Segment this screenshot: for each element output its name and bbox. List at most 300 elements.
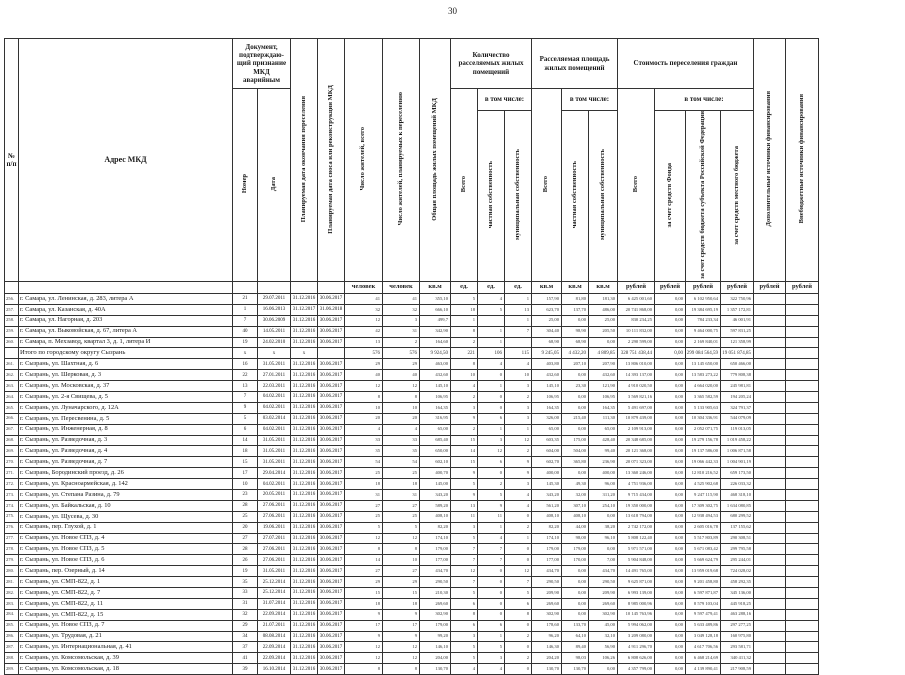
cell-loc: 680 299,52 (721, 511, 754, 522)
cell-reg: 4 617 706,56 (686, 642, 721, 653)
cell-cost: 3 569 821,16 (618, 391, 655, 402)
cell-addr: г. Сызрань, ул. СМП-822, д. 15 (19, 609, 233, 620)
cell-c1: 8 (451, 326, 478, 337)
table-row (5, 304, 819, 315)
cell-demo: 30.06.2017 (318, 293, 345, 304)
cell-loc: 724 028,02 (721, 566, 754, 577)
cell-demo: 30.06.2017 (318, 435, 345, 446)
table-row (5, 413, 819, 424)
header-cost-incl: в том числе: (655, 89, 754, 111)
cell-r2: 8 (383, 391, 420, 402)
units-cell (5, 281, 19, 293)
cell-fund: 0,00 (655, 511, 686, 522)
cell-a2: 89,40 (562, 642, 589, 653)
cell-a3: 164,35 (589, 402, 618, 413)
cell-fund: 0,00 (655, 642, 686, 653)
table-row (5, 566, 819, 577)
cell-r2: 31 (383, 490, 420, 501)
cell-a1: 145,10 (532, 381, 562, 392)
cell-c3: 13 (505, 304, 532, 315)
cell-a3: 96,00 (589, 479, 618, 490)
cell-demo: 30.06.2017 (318, 424, 345, 435)
cell-a1: 82,20 (532, 522, 562, 533)
cell-area: 316,95 (420, 413, 451, 424)
cell-c2: 0 (478, 468, 505, 479)
cell-r2: 9 (383, 609, 420, 620)
cell-c1: 5 (451, 479, 478, 490)
cell-reg: 2 169 840,01 (686, 337, 721, 348)
cell-cost: 2 742 172,00 (618, 522, 655, 533)
cell-r1: 25 (345, 468, 383, 479)
total-city-section (5, 348, 819, 359)
cell-a2: 98,90 (562, 326, 589, 337)
cell-area: 589,20 (420, 500, 451, 511)
cell-n: 262. (5, 370, 19, 381)
cell-r2: 35 (383, 446, 420, 457)
cell-cost: 6 993 139,00 (618, 588, 655, 599)
cell-date: 29.07.2011 (258, 293, 291, 304)
cell-reg: 17 309 302,75 (686, 500, 721, 511)
cell-c3: 3 (505, 413, 532, 424)
cell-end: 31.12.2016 (291, 457, 318, 468)
cell-c3: 10 (505, 370, 532, 381)
cell-a1: 179,00 (532, 544, 562, 555)
cell-r2: 12 (383, 653, 420, 664)
cell-loc: 245 981,81 (721, 381, 754, 392)
cell-empty (754, 490, 786, 501)
unit-cost-fund: рублей (655, 281, 686, 293)
cell-c2: 0 (478, 598, 505, 609)
cell-r1: 17 (345, 620, 383, 631)
cell-fund: 0,00 (655, 435, 686, 446)
header-area-incl: в том числе: (562, 89, 618, 111)
cell-doc: 19 (233, 566, 258, 577)
cell-c2: 3 (478, 653, 505, 664)
cell-doc: 7 (233, 315, 258, 326)
cell-demo: 30.06.2017 (318, 446, 345, 457)
unit-area-private: кв.м (562, 281, 589, 293)
cell-a3: 38,20 (589, 522, 618, 533)
cell-empty (754, 620, 786, 631)
cell-demo: 31.06.2018 (318, 304, 345, 315)
cell-c2 (478, 315, 505, 326)
cell-empty (754, 337, 786, 348)
cell-c1: 3 (451, 522, 478, 533)
header-planned-demolish: Планируемая дата сноса или реконструкции МКД (318, 39, 345, 282)
cell-c3: 3 (505, 402, 532, 413)
cell-r2: 25 (383, 511, 420, 522)
cell-addr: г. Сызрань, ул. Новое СПЗ, д. 4 (19, 533, 233, 544)
header-cost-fund: за счет средств Фонда (655, 111, 686, 282)
cell-date: 19.06.2011 (258, 522, 291, 533)
cell-doc: 14 (233, 435, 258, 446)
cell-r1: 12 (345, 653, 383, 664)
cell-empty (786, 479, 819, 490)
cell-empty (754, 413, 786, 424)
cell-a3: 302,90 (589, 609, 618, 620)
cell-r2: 12 (383, 642, 420, 653)
cell-date: 30.06.2009 (258, 315, 291, 326)
cell-end: 31.12.2016 (291, 424, 318, 435)
cell-a3: 0,00 (589, 664, 618, 675)
cell-fund: 0,00 (655, 391, 686, 402)
cell-addr: г. Сызрань, ул. СМП-822, д. 1 (19, 577, 233, 588)
cell-empty (754, 653, 786, 664)
cell-fund: 0,00 (655, 664, 686, 675)
cell-loc: 597 831,25 (721, 326, 754, 337)
cell-demo: 30.06.2017 (318, 631, 345, 642)
cell-c3: 3 (505, 381, 532, 392)
cell-empty (786, 337, 819, 348)
table-row (5, 381, 819, 392)
total-cell: x (291, 348, 318, 359)
cell-addr: г. Самара, п. Мехзавод, квартал 3, д. 1, литера И (19, 337, 233, 348)
cell-reg: 12 938 494,53 (686, 511, 721, 522)
cell-reg: 3 365 582,59 (686, 391, 721, 402)
cell-area: 602,10 (420, 457, 451, 468)
cell-c1: 6 (451, 620, 478, 631)
cell-reg: 9 201 458,80 (686, 577, 721, 588)
cell-r2: 12 (383, 533, 420, 544)
resettlement-table (4, 38, 819, 675)
cell-c1: 18 (451, 304, 478, 315)
cell-empty (786, 413, 819, 424)
header-count-incl: в том числе: (478, 89, 532, 111)
cell-r2: 2 (383, 337, 420, 348)
cell-c2: 5 (478, 642, 505, 653)
cell-c1: 10 (451, 370, 478, 381)
cell-loc: 295 244,01 (721, 555, 754, 566)
cell-empty (754, 500, 786, 511)
cell-demo: 30.06.2017 (318, 413, 345, 424)
table-row (5, 326, 819, 337)
cell-empty (786, 522, 819, 533)
header-address: Адрес МКД (19, 39, 233, 282)
cell-area: 145,00 (420, 479, 451, 490)
cell-demo: 30.06.2017 (318, 402, 345, 413)
cell-empty (786, 359, 819, 370)
cell-reg: 5 671 083,42 (686, 544, 721, 555)
cell-reg: 19 279 156,78 (686, 435, 721, 446)
cell-a2: 504,00 (562, 446, 589, 457)
cell-a2: 175,00 (562, 435, 589, 446)
cell-area: 146,10 (420, 642, 451, 653)
cell-c1: 4 (451, 381, 478, 392)
cell-end: 31.12.2016 (291, 359, 318, 370)
cell-empty (754, 424, 786, 435)
cell-n: 285. (5, 620, 19, 631)
cell-reg: 19 384 695,19 (686, 304, 721, 315)
units-cell (291, 281, 318, 293)
cell-end: 31.12.2016 (291, 642, 318, 653)
cell-r2: 31 (383, 326, 420, 337)
cell-r2: 18 (383, 479, 420, 490)
cell-addr: г. Сызрань, ул. Пересвенина, д. 5 (19, 413, 233, 424)
cell-end: 31.12.2016 (291, 293, 318, 304)
cell-area: 164,35 (420, 402, 451, 413)
rows-samara (5, 293, 819, 347)
cell-r2: 15 (383, 588, 420, 599)
cell-end: 31.12.2016 (291, 381, 318, 392)
cell-a2: 32,00 (562, 490, 589, 501)
cell-a2: 0,00 (562, 566, 589, 577)
cell-empty (786, 381, 819, 392)
cell-end: 31.12.2016 (291, 522, 318, 533)
cell-a3: 111,30 (589, 413, 618, 424)
cell-a1: 177,00 (532, 555, 562, 566)
cell-fund: 0,00 (655, 479, 686, 490)
cell-empty (754, 511, 786, 522)
cell-fund: 0,00 (655, 424, 686, 435)
cell-area: 434,70 (420, 566, 451, 577)
cell-a3: 311,20 (589, 490, 618, 501)
table-row (5, 359, 819, 370)
cell-addr: г. Сызрань, ул. Новое СПЗ, д. 6 (19, 555, 233, 566)
cell-reg: 13 583 273,22 (686, 370, 721, 381)
cell-empty (786, 391, 819, 402)
total-cell (318, 348, 345, 359)
cell-area: 408,10 (420, 511, 451, 522)
cell-loc: 324 791,37 (721, 402, 754, 413)
cell-reg: 5 517 803,89 (686, 533, 721, 544)
cell-n: 272. (5, 479, 19, 490)
cell-a3: 290,50 (589, 577, 618, 588)
cell-reg: 6 468 214,69 (686, 653, 721, 664)
table-row (5, 631, 819, 642)
cell-empty (754, 326, 786, 337)
cell-cost: 3 209 080,00 (618, 631, 655, 642)
cell-a3: 207,90 (589, 359, 618, 370)
cell-a1: 164,35 (532, 402, 562, 413)
cell-n: 260. (5, 337, 19, 348)
cell-r1: 8 (345, 664, 383, 675)
header-doc-number: Номер (233, 89, 258, 282)
total-cell (786, 348, 819, 359)
cell-empty (754, 609, 786, 620)
header-area-group: Расселяемая площадь жилых помещений (532, 39, 618, 89)
cell-a2: 215,40 (562, 413, 589, 424)
cell-cost: 9 715 434,00 (618, 490, 655, 501)
cell-reg: 8 579 103,04 (686, 598, 721, 609)
cell-r1: 40 (345, 370, 383, 381)
cell-a2: 408,10 (562, 511, 589, 522)
cell-reg: 10 304 336,91 (686, 413, 721, 424)
cell-doc: 23 (233, 490, 258, 501)
cell-n: 287. (5, 642, 19, 653)
cell-a1: 343,20 (532, 490, 562, 501)
cell-doc: 13 (233, 381, 258, 392)
cell-fund: 0,00 (655, 631, 686, 642)
cell-date: 04.02.2011 (258, 424, 291, 435)
cell-r2: 5 (383, 522, 420, 533)
cell-a3: 254,10 (589, 500, 618, 511)
cell-date: 08.08.2014 (258, 631, 291, 642)
cell-a2: 0,00 (562, 370, 589, 381)
cell-a3: 99,40 (589, 446, 618, 457)
cell-r2: 54 (383, 457, 420, 468)
cell-c3: 2 (505, 522, 532, 533)
unit-extra: рублей (754, 281, 786, 293)
cell-n: 271. (5, 468, 19, 479)
cell-n: 263. (5, 381, 19, 392)
cell-empty (786, 588, 819, 599)
cell-addr: г. Сызрань, ул. Разведочная, д. 7 (19, 457, 233, 468)
cell-addr: г. Сызрань, ул. Степана Разина, д. 79 (19, 490, 233, 501)
cell-demo: 30.06.2017 (318, 653, 345, 664)
cell-a2: 81,80 (562, 293, 589, 304)
cell-r1: 31 (345, 490, 383, 501)
unit-out: рублей (786, 281, 819, 293)
cell-reg: 3 049 128,18 (686, 631, 721, 642)
cell-area: 145,10 (420, 381, 451, 392)
cell-a2: 0,00 (562, 609, 589, 620)
cell-fund: 0,00 (655, 337, 686, 348)
cell-c3: 7 (505, 326, 532, 337)
cell-demo: 30.06.2017 (318, 370, 345, 381)
cell-r2: 10 (383, 402, 420, 413)
cell-a2: 44,00 (562, 522, 589, 533)
table-row (5, 370, 819, 381)
cell-area: 343,20 (420, 490, 451, 501)
cell-r1: 13 (345, 337, 383, 348)
cell-doc: 27 (233, 533, 258, 544)
cell-n: 259. (5, 326, 19, 337)
cell-a2: 130,70 (562, 664, 589, 675)
cell-end: 31.12.2016 (291, 609, 318, 620)
cell-a1: 96,20 (532, 631, 562, 642)
cell-c3: 3 (505, 479, 532, 490)
cell-end: 31.12.2016 (291, 555, 318, 566)
cell-c2: 6 (478, 457, 505, 468)
cell-date: 04.02.2011 (258, 402, 291, 413)
cell-empty (754, 304, 786, 315)
cell-a3: 45,00 (589, 620, 618, 631)
cell-doc: 1 (233, 304, 258, 315)
cell-end: 31.12.2016 (291, 490, 318, 501)
cell-empty (786, 315, 819, 326)
cell-c3: 1 (505, 533, 532, 544)
cell-c2: 5 (478, 490, 505, 501)
cell-cost: 8 985 000,96 (618, 598, 655, 609)
cell-demo: 30.06.2017 (318, 337, 345, 348)
cell-n: 275. (5, 511, 19, 522)
cell-date: 27.06.2011 (258, 555, 291, 566)
cell-r2: 4 (383, 424, 420, 435)
cell-loc: 779 808,38 (721, 370, 754, 381)
cell-loc: 1 019 458,22 (721, 435, 754, 446)
cell-cost: 13 806 010,00 (618, 359, 655, 370)
cell-doc: 15 (233, 457, 258, 468)
table-row (5, 664, 819, 675)
cell-a1: 209,90 (532, 588, 562, 599)
cell-a2: 133,70 (562, 620, 589, 631)
cell-a3: 0,00 (589, 337, 618, 348)
cell-empty (786, 500, 819, 511)
cell-reg: 19 066 442,33 (686, 457, 721, 468)
cell-demo: 30.06.2017 (318, 544, 345, 555)
cell-addr: г. Сызрань, ул. Шерковая, д. 3 (19, 370, 233, 381)
cell-r1: 18 (345, 598, 383, 609)
cell-a3: 25,00 (589, 315, 618, 326)
cell-date: 31.05.2011 (258, 435, 291, 446)
cell-a1: 178,60 (532, 620, 562, 631)
units-cell (233, 281, 258, 293)
cell-a3: 121,90 (589, 381, 618, 392)
unit-residents-total: человек (345, 281, 383, 293)
cell-c2: 5 (478, 304, 505, 315)
cell-empty (786, 620, 819, 631)
cell-date: 04.02.2011 (258, 479, 291, 490)
cell-empty (786, 631, 819, 642)
cell-r1: 18 (345, 479, 383, 490)
cell-date: 27.06.2011 (258, 500, 291, 511)
cell-demo: 30.06.2017 (318, 500, 345, 511)
cell-empty (754, 577, 786, 588)
cell-c3: 9 (505, 468, 532, 479)
cell-demo: 30.06.2017 (318, 490, 345, 501)
cell-date: 31.05.2011 (258, 446, 291, 457)
cell-n: 278. (5, 544, 19, 555)
cell-c1: 6 (451, 598, 478, 609)
cell-a2: 0,00 (562, 588, 589, 599)
cell-a3: 432,60 (589, 370, 618, 381)
cell-a3: 205,50 (589, 326, 618, 337)
cell-n: 288. (5, 653, 19, 664)
cell-addr: г. Сызрань, ул. Инженерная, д. 8 (19, 424, 233, 435)
cell-c3: 4 (505, 359, 532, 370)
cell-c1: 5 (451, 533, 478, 544)
cell-addr: г. Сызрань, ул. Комсомольская, д. 39 (19, 653, 233, 664)
cell-demo: 30.06.2017 (318, 577, 345, 588)
cell-a3: 106,95 (589, 391, 618, 402)
cell-c2: 1 (478, 381, 505, 392)
header-count-group: Количество расселяемых жилых помещений (451, 39, 532, 89)
cell-r2: 8 (383, 664, 420, 675)
cell-doc: 32 (233, 609, 258, 620)
cell-reg: 2 052 071,75 (686, 424, 721, 435)
cell-a2: 0,00 (562, 577, 589, 588)
total-cell: 299 084 564,59 (686, 348, 721, 359)
table-row (5, 555, 819, 566)
cell-empty (754, 598, 786, 609)
total-cell: 576 (345, 348, 383, 359)
cell-fund: 0,00 (655, 381, 686, 392)
cell-a3: 96,10 (589, 533, 618, 544)
cell-date: 22.09.2014 (258, 653, 291, 664)
cell-a2: 23,30 (562, 381, 589, 392)
cell-loc: 290 308,51 (721, 533, 754, 544)
cell-reg: 9 464 000,75 (686, 326, 721, 337)
cell-loc: 119 013,05 (721, 424, 754, 435)
table-row (5, 544, 819, 555)
cell-fund: 0,00 (655, 402, 686, 413)
cell-area: 130,70 (420, 664, 451, 675)
units-row (5, 281, 819, 293)
cell-a1: 603,35 (532, 435, 562, 446)
cell-addr: г. Сызрань, ул. Комсомольская, д. 18 (19, 664, 233, 675)
cell-n: 264. (5, 391, 19, 402)
cell-area: 82,20 (420, 522, 451, 533)
cell-a3: 7,00 (589, 555, 618, 566)
cell-c3: 0 (505, 511, 532, 522)
cell-end: 31.12.2016 (291, 370, 318, 381)
cell-empty (786, 511, 819, 522)
cell-fund: 0,00 (655, 457, 686, 468)
cell-c2: 1 (478, 631, 505, 642)
cell-loc: 650 466,00 (721, 359, 754, 370)
total-cell: 4 809,85 (589, 348, 618, 359)
header-cost-total: Всего (618, 89, 655, 282)
